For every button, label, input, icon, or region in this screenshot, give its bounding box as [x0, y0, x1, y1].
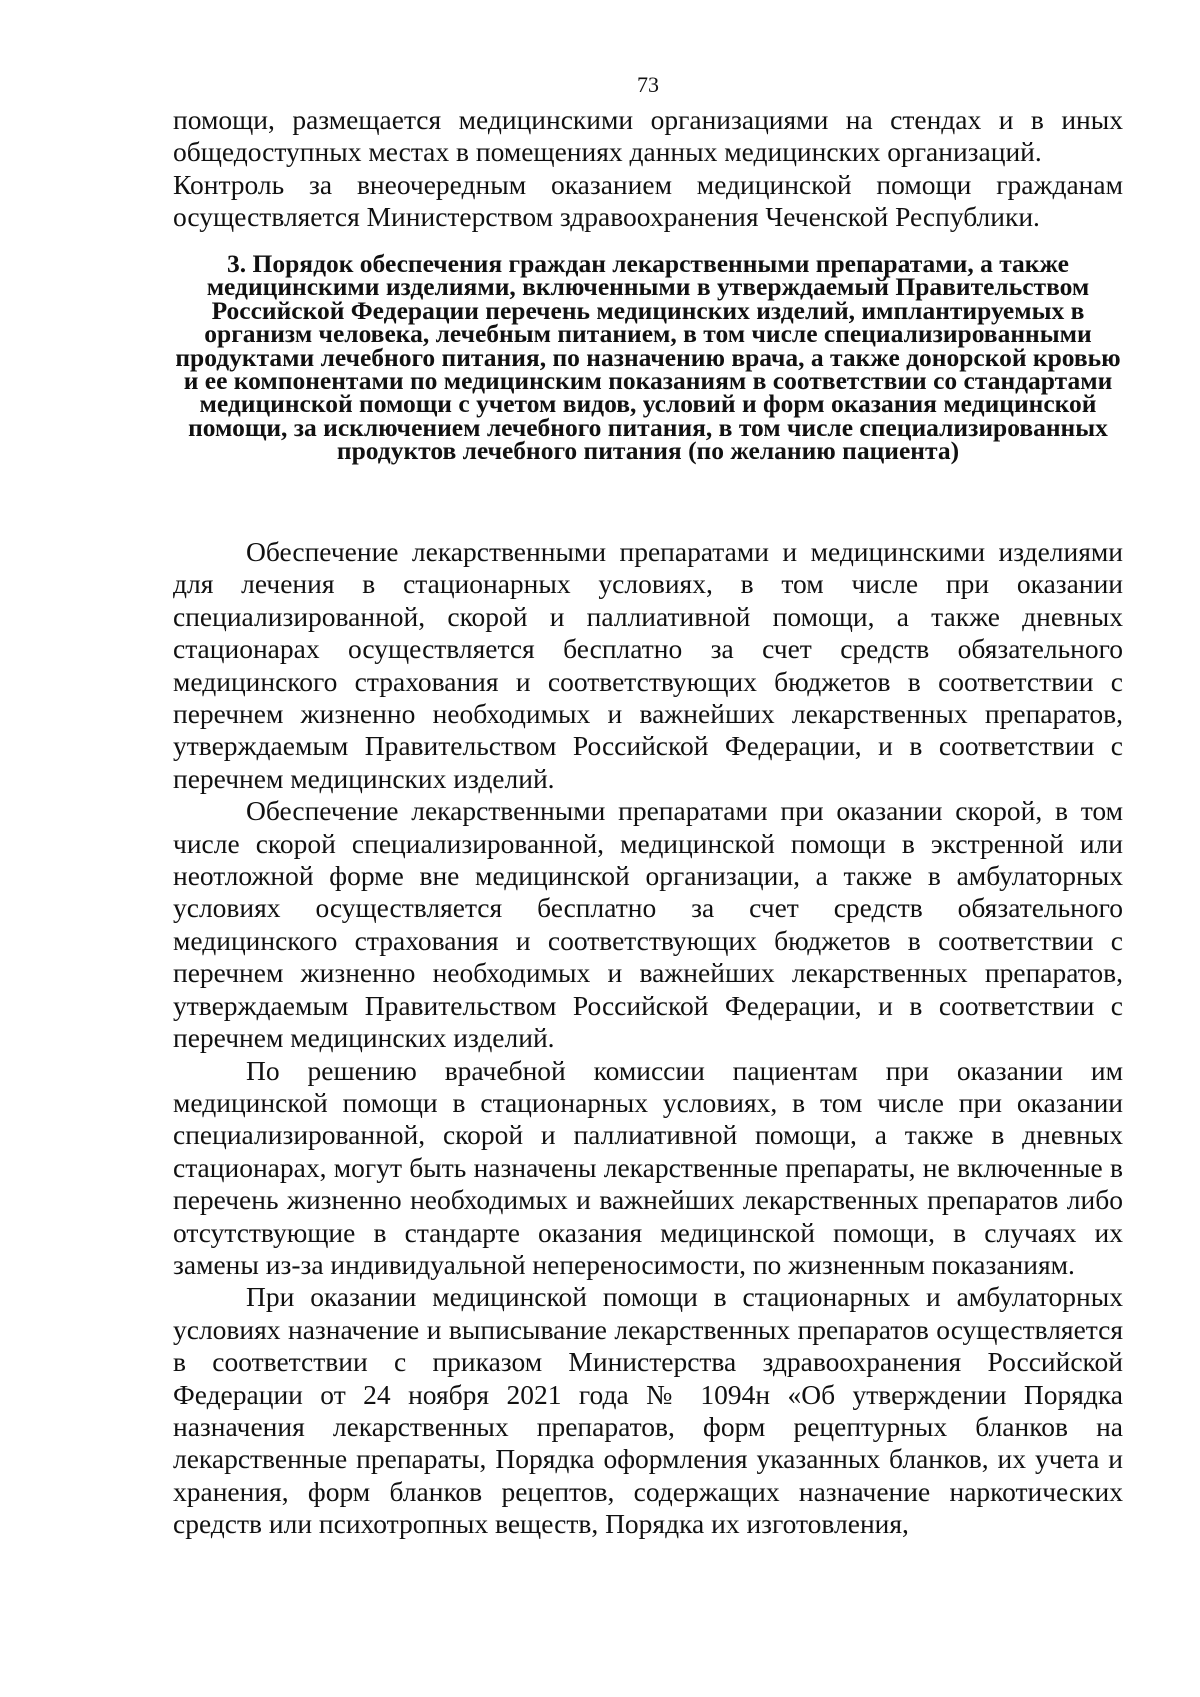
section-heading: 3. Порядок обеспечения граждан лекарственными препаратами, а также медицинскими изделиями, включенными в утверждаемый Правительством Российской Федерации перечень медицинских изделий, имплантируемых в организм человека, лечебным питанием, в том числе специализированными продуктами лечебного питания, по назначению врача, а также донорской кровью и ее компонентами по медицинским показаниям в соответствии со стандартами медицинской помощи с учетом видов, условий и форм оказания медицинской помощи, за исключением лечебного питания, в том числе специализированных продуктов лечебного питания (по желанию пациента): [175, 249, 1121, 466]
paragraph: Обеспечение лекарственными препаратами при оказании скорой, в том числе скорой специализированной, медицинской помощи в экстренной или неотложной форме вне медицинской организации, а также в амбулаторных условиях осуществляется бесплатно за счет средств обязательного медицинского страхования и соответствующих бюджетов в соответствии с перечнем жизненно необходимых и важнейших лекарственных препаратов, утверждаемым Правительством Российской Федерации, и в соответствии с перечнем медицинских изделий.: [173, 795, 1123, 1054]
paragraph-control-note: Контроль за внеочередным оказанием медицинской помощи гражданам осуществляется Министерством здравоохранения Чеченской Республики.: [173, 168, 1123, 233]
paragraph: При оказании медицинской помощи в стационарных и амбулаторных условиях назначение и выписывание лекарственных препаратов осуществляется в соответствии с приказом Министерства здравоохранения Российской Федерации от 24 ноября 2021 года № 1094н «Об утверждении Порядка назначения лекарственных препаратов, форм рецептурных бланков на лекарственные препараты, Порядка оформления указанных бланков, их учета и хранения, форм бланков рецептов, содержащих назначение наркотических средств или психотропных веществ, Порядка их изготовления,: [173, 1281, 1123, 1540]
paragraph: По решению врачебной комиссии пациентам при оказании им медицинской помощи в стационарных условиях, в том числе при оказании специализированной, скорой и паллиативной помощи, а также в дневных стационарах, могут быть назначены лекарственные препараты, не включенные в перечень жизненно необходимых и важнейших лекарственных препаратов либо отсутствующие в стандарте оказания медицинской помощи, в случаях их замены из-за индивидуальной непереносимости, по жизненным показаниям.: [173, 1054, 1123, 1280]
paragraph-continued: помощи, размещается медицинскими организациями на стендах и в иных общедоступных местах в помещениях данных медицинских организаций.: [173, 104, 1123, 168]
paragraph: Обеспечение лекарственными препаратами и медицинскими изделиями для лечения в стационарных условиях, в том числе при оказании специализированной, скорой и паллиативной помощи, а также дневных стационарах осуществляется бесплатно за счет средств обязательного медицинского страхования и соответствующих бюджетов в соответствии с перечнем жизненно необходимых и важнейших лекарственных препаратов, утверждаемым Правительством Российской Федерации, и в соответствии с перечнем медицинских изделий.: [173, 536, 1123, 794]
section-body: [173, 536, 1123, 1541]
page-number: 73: [637, 72, 659, 97]
